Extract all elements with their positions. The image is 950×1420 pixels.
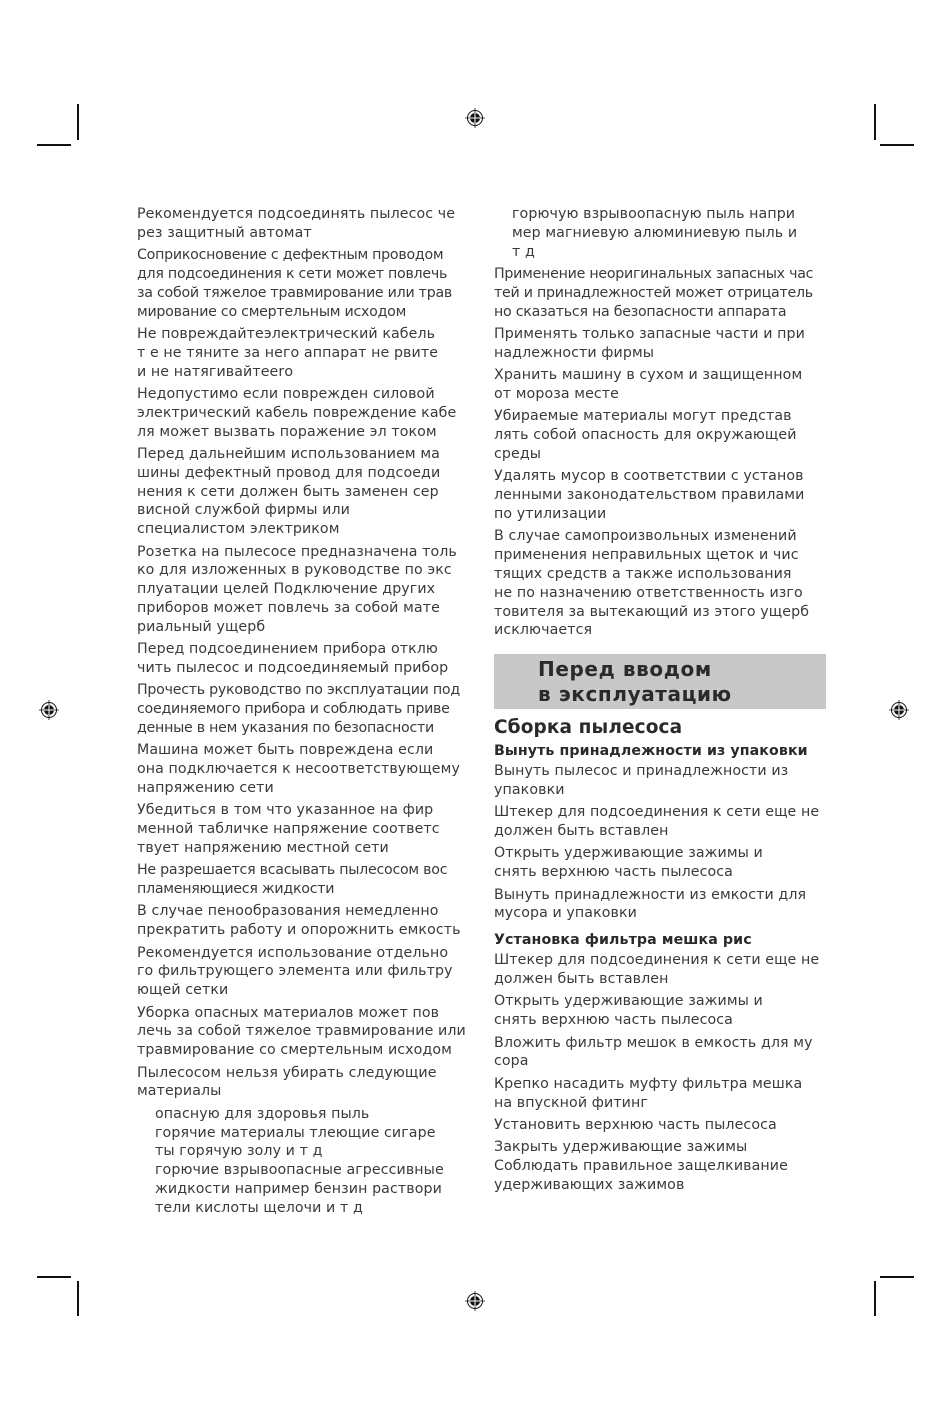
safety-paragraph: Убедиться в том что указанное на фир менной табличке напряжение соответс твует напряжению местной сети [137, 802, 440, 856]
safety-paragraph: Рекомендуется подсоединять пылесос че рез защитный автомат [137, 206, 456, 241]
safety-paragraph: Перед дальнейшим использованием ма шины дефектный провод для подсоеди нения к сети должен быть заменен сер висной службой фирмы или специалистом электриком [137, 445, 441, 538]
safety-paragraph: В случае самопроизвольных изменений применения неправильных щеток и чис тящих средств а также использования не по назначению ответственность изго товителя за вытекающий из этого ущерб исключается [494, 528, 810, 639]
registration-mark-icon [39, 700, 59, 720]
safety-paragraph: Пылесосом нельзя убирать следующие материалы [137, 1064, 437, 1100]
safety-paragraph: Рекомендуется использование отдельно го фильтрующего элемента или фильтру ющей сетки [137, 944, 453, 999]
safety-paragraph: Убираемые материалы могут представ лять собой опасность для окружающей среды [494, 408, 797, 462]
filter-step: Закрыть удерживающие зажимы Соблюдать правильное защелкивание удерживающих зажимов [494, 1139, 788, 1193]
filter-step: Установить верхнюю часть пылесоса [494, 1117, 777, 1133]
left-column [137, 205, 469, 1218]
safety-paragraph: Удалять мусор в соответствии с установ ленными законодательством правилами по утилизации [494, 468, 805, 522]
safety-paragraph: Недопустимо если поврежден силовой электрический кабель повреждение кабе ля может вызвать поражение эл током [137, 385, 457, 440]
safety-paragraph: Розетка на пылесосе предназначена толь ко для изложенных в руководстве по экс плуатации целей Подключение других приборов может повлечь за собой мате риальный ущерб [137, 543, 457, 635]
filter-step: Штекер для подсоединения к сети еще не должен быть вставлен [494, 952, 820, 988]
safety-paragraph: Применение неоригинальных запасных час тей и принадлежностей может отрицатель но сказаться на безопасности аппарата [494, 265, 814, 320]
unpack-step: Штекер для подсоединения к сети еще не должен быть вставлен [494, 804, 820, 840]
safety-paragraph: Перед подсоединением прибора отклю чить пылесос и подсоединяемый прибор [137, 641, 449, 676]
section-header-box [494, 654, 826, 709]
right-column [494, 205, 826, 1195]
crop-mark-bottom-right-vertical [874, 1281, 876, 1316]
registration-mark-icon [465, 108, 485, 128]
filter-step: Открыть удерживающие зажимы и снять верхнюю часть пылесоса [494, 993, 763, 1029]
safety-paragraph: Машина может быть повреждена если она подключается к несоответствующему напряжению сети [137, 742, 460, 796]
unpack-step: Вынуть принадлежности из емкости для мусора и упаковки [494, 886, 807, 922]
unpack-heading: Вынуть принадлежности из упаковки [494, 743, 808, 760]
safety-paragraph: В случае пенообразования немедленно прекратить работу и опорожнить емкость [137, 903, 461, 939]
section-title: Перед вводом в эксплуатацию [538, 657, 732, 707]
list-item: горячие материалы тлеющие сигаре ты горячую золу и т д [155, 1124, 436, 1160]
crop-mark-bottom-left-horizontal [37, 1276, 71, 1278]
registration-mark-icon [465, 1291, 485, 1311]
crop-mark-top-right-horizontal [880, 144, 914, 146]
list-item: опасную для здоровья пыль [155, 1105, 370, 1122]
list-item: горючую взрывоопасную пыль напри мер магниевую алюминиевую пыль и т д [512, 206, 798, 260]
crop-mark-top-left-vertical [77, 104, 79, 140]
filter-step: Крепко насадить муфту фильтра мешка на впускной фитинг [494, 1075, 803, 1111]
crop-mark-top-right-vertical [874, 104, 876, 140]
safety-paragraph: Применять только запасные части и при надлежности фирмы [494, 325, 805, 361]
crop-mark-bottom-right-horizontal [880, 1276, 914, 1278]
list-item: горючие взрывоопасные агрессивные жидкости например бензин раствори тели кислоты щелочи и т д [155, 1162, 444, 1216]
safety-paragraph: Хранить машину в сухом и защищенном от мороза месте [494, 367, 803, 402]
subsection-title: Сборка пылесоса [494, 717, 683, 739]
unpack-step: Вынуть пылесос и принадлежности из упаковки [494, 763, 789, 798]
crop-mark-top-left-horizontal [37, 144, 71, 146]
safety-paragraph: Прочесть руководство по эксплуатации под соединяемого прибора и соблюдать приве денные в нем указания по безопасности [137, 682, 460, 736]
safety-paragraph: Не разрешается всасывать пылесосом вос пламеняющиеся жидкости [137, 862, 448, 898]
unpack-step: Открыть удерживающие зажимы и снять верхнюю часть пылесоса [494, 845, 763, 881]
filter-heading: Установка фильтра мешка рис [494, 932, 752, 949]
crop-mark-bottom-left-vertical [77, 1281, 79, 1316]
safety-paragraph: Не повреждайтеэлектрический кабель т е не тяните за него аппарат не рвите и не натягивайтееrо [137, 325, 439, 380]
registration-mark-icon [889, 700, 909, 720]
safety-paragraph: Соприкосновение с дефектным проводом для подсоединения к сети может повлечь за собой тяжелое травмирование или трав мирование со смертельным исходом [137, 247, 453, 320]
filter-step: Вложить фильтр мешок в емкость для му сора [494, 1034, 813, 1070]
safety-paragraph: Уборка опасных материалов может пов лечь за собой тяжелое травмирование или травмирование со смертельным исходом [137, 1004, 466, 1059]
